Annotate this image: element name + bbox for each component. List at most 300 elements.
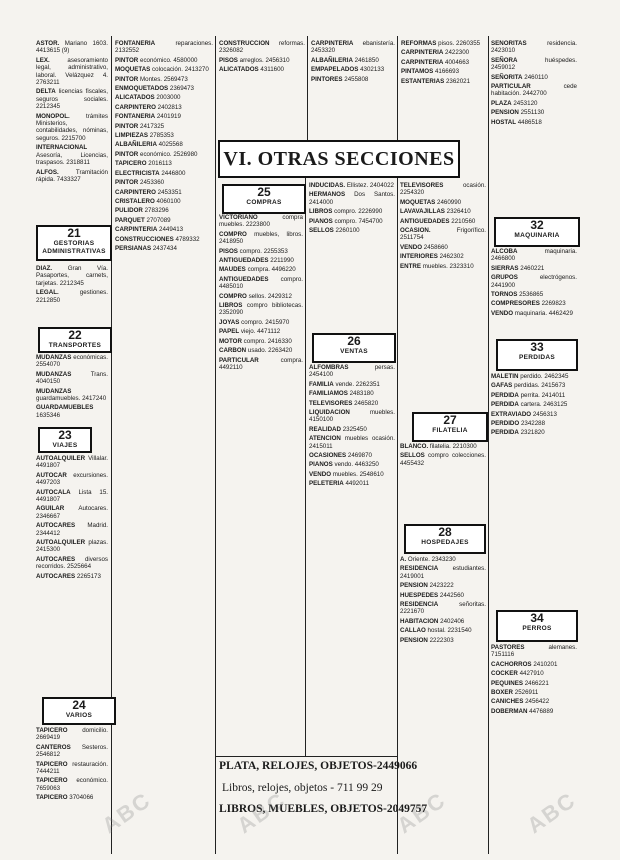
ad-heading: CACHORROS [491,660,532,668]
ad-text: ocasión. 2254320 [400,182,486,197]
ad-heading: SEÑORITA [491,73,523,81]
ad-heading: HUESPEDES [400,591,439,599]
section-header-34: 34 PERROS [496,610,578,642]
ad-text: muebles. 2548610 [332,470,384,478]
ad-heading: LEX. [36,56,50,64]
classified-ad [491,680,577,687]
section-header-24: 24 VARIOS [42,697,116,725]
ad-text: 2269823 [541,300,566,308]
ad-text: 2422300 [445,49,470,57]
ad-text: 2536865 [519,291,544,299]
classified-ad [115,236,213,243]
classified-ad [491,291,577,298]
ad-heading: GUARDAMUEBLES [36,404,94,412]
ad-text: alemanes. 7151116 [491,644,577,659]
ad-heading: CONSTRUCCIONES [115,235,174,243]
classified-ad [400,637,486,644]
ad-text: 2785353 [149,132,174,140]
classified-ad [115,207,213,214]
ad-text: filatelia. 2210300 [429,443,477,450]
classified-ad [36,727,108,742]
classified-ad [36,744,108,759]
classified-ad [36,40,108,55]
ad-text: huéspedes. 2459012 [491,56,577,72]
column-6-maquinaria [491,248,577,336]
ad-heading: PENSION [491,109,519,117]
ad-text: 2325450 [342,425,367,433]
classified-ad [400,263,486,270]
classified-ad [219,266,303,273]
ad-heading: MOTOR [219,337,242,345]
classified-ad [309,191,395,206]
section-header-22: 22 TRANSPORTES [38,327,112,353]
ad-heading: MUDANZAS [36,354,72,361]
ad-heading: PINTOR [115,179,139,187]
ad-heading: ENMOQUETADOS [115,85,169,93]
ad-heading: ALICATADOS [115,94,155,102]
classified-ad [36,539,108,554]
ad-heading: PIANOS [309,461,333,469]
ad-heading: PINTOR [115,75,139,83]
ad-heading: COMPRO [219,230,247,238]
classified-ad [491,74,577,81]
ad-text: reparaciones. 2132552 [115,40,213,55]
classified-ad [491,698,577,705]
column-1-top [36,40,108,220]
classified-ad [219,319,303,326]
ad-heading: ANTIGUEDADES [400,217,450,225]
classified-ad [400,208,486,215]
ad-heading: AGUILAR [36,505,65,513]
ad-text: colocación. 2413270 [152,66,209,74]
ad-text: 2526911 [514,689,539,697]
column-5-filatelia [400,443,486,518]
ad-text: estudiantes. 2419001 [400,565,486,580]
classified-ad [400,218,486,225]
ad-text: 2453120 [513,99,538,107]
ad-text: muebles, libros. 2418950 [219,230,303,246]
ad-heading: PINTOR [115,122,139,130]
ad-heading: VENDO [400,243,423,251]
ad-heading: CANTEROS [36,743,71,751]
ad-heading: HOSTAL [491,118,516,126]
ad-heading: ATENCION [309,435,341,443]
ad-text: asesoramiento legal, administrativo, laboral. Velázquez 4. 2763211 [36,56,108,87]
classified-ad [36,169,108,184]
classified-ad [400,592,486,599]
ad-heading: PARTICULAR [491,83,531,91]
classified-ad [309,471,395,478]
ad-text: plazas. 2415300 [36,539,108,554]
ad-heading: INDUCIDAS. [309,182,346,189]
ad-text: 2462302 [439,253,464,261]
classified-ad [36,57,108,87]
ad-text: 2783296 [144,207,169,215]
ad-heading: OCASION. [400,227,431,235]
ad-text: compro. 2416330 [243,337,292,345]
column-2 [115,40,213,850]
column-1-viajes [36,455,108,693]
classified-ad [219,40,305,55]
column-1-transportes [36,354,108,424]
ad-heading: MUDANZAS [36,387,72,395]
ad-heading: TAPICERO [115,160,147,168]
classified-ad [115,226,213,233]
classified-ad [115,57,213,64]
ad-text: maquinaria. 4462429 [514,309,573,317]
ad-heading: PIANOS [309,217,333,225]
classified-ad [36,794,108,801]
classified-ad [491,708,577,715]
ad-text: 2362021 [445,77,471,85]
ad-heading: PERDIDA [491,401,519,409]
classified-ad [36,777,108,792]
ad-text: económico. 4580000 [140,56,198,64]
ad-heading: PINTAMOS [401,68,434,76]
watermark: ABC [232,786,291,839]
ad-text: 1635346 [36,411,61,419]
classified-ad [115,217,213,224]
classified-ad [219,57,305,64]
classified-ad [115,170,213,177]
classified-ad [309,381,395,388]
ad-text: 2423222 [429,582,454,590]
ad-heading: PEQUINES [491,679,523,687]
ad-heading: A. [400,556,407,563]
ad-heading: PINTOR [115,150,139,158]
ad-heading: HABITACION [400,617,439,625]
column-1-gestorias [36,265,108,320]
ad-heading: PERSIANAS [115,244,152,252]
ad-heading: GAFAS [491,382,513,390]
ad-text: 2456422 [525,698,550,706]
classified-ad [36,404,108,419]
classified-ad [400,199,486,206]
ad-text: compro. 2415970 [241,318,290,326]
ad-text: 2402813 [157,103,182,111]
ad-text: Mariano 1603. 4413615 (9) [36,40,108,55]
ad-text: pisos. 2260355 [438,40,481,47]
ad-text: Oriente. 2343230 [407,556,456,563]
ad-heading: CARPINTERIA [311,40,354,47]
classified-ad [115,160,213,167]
classified-ad [115,40,213,55]
ad-heading: GRUPOS [491,274,518,282]
ad-text: compro. 2255353 [239,247,288,255]
section-header-27: 27 FILATELIA [412,412,488,442]
classified-ad [401,78,486,85]
ad-text: muebles. 4150100 [309,409,395,424]
classified-ad [219,231,303,246]
ad-heading: FAMILIA [309,380,334,388]
ad-text: vende. 2262351 [335,380,380,388]
section-header-21: 21 GESTORIAS ADMINISTRATIVAS [36,225,112,261]
column-5-top [401,40,486,132]
ad-heading: PLAZA [491,99,512,107]
ad-text: 4166693 [434,68,460,76]
classified-ad [115,76,213,83]
ad-heading: DELTA [36,88,56,96]
classified-ad [219,214,303,229]
classified-ad [491,411,577,418]
ad-heading: ALBAÑILERIA [311,56,353,64]
classified-ad [491,310,577,317]
classified-ad [491,420,577,427]
ad-text: Villalar. 4491807 [36,455,108,470]
classified-ad [400,601,486,616]
ad-text: vendo. 4463250 [334,461,379,469]
ad-heading: JOYAS [219,318,240,326]
classified-ad [400,627,486,634]
classified-ad [401,49,486,56]
ad-text: Trans. 4040150 [36,370,108,386]
ad-heading: SEÑORITAS [491,40,527,47]
ad-text: Madrid. 2344412 [36,522,108,537]
ad-text: 2707089 [146,216,171,224]
classified-ad [400,182,486,197]
ad-heading: PISOS [219,247,238,255]
ad-text: 4789332 [175,235,200,243]
classified-ad [491,670,577,677]
column-rule [305,178,306,756]
ad-heading: AUTOCARES [36,555,76,563]
ad-heading: MOQUETAS [115,66,151,74]
ad-text: 2016113 [148,160,172,168]
ad-text: arreglos. 2456310 [239,56,290,64]
classified-ad [115,123,213,130]
ad-text: compra muebles. 2223800 [219,214,303,229]
column-rule [215,36,216,854]
classified-ad [36,88,108,110]
classified-ad [491,83,577,98]
ad-heading: VICTORIANO [219,214,258,221]
column-3-top [219,40,305,132]
classified-ad [115,245,213,252]
classified-ad [115,104,213,111]
classified-ad [115,151,213,158]
classified-ad [491,109,577,116]
ad-heading: INTERIORES [400,253,438,261]
column-4-compras [309,182,395,327]
ad-heading: COMPRESORES [491,300,540,308]
classified-ad [115,94,213,101]
ad-text: 2222303 [429,636,454,644]
classified-ad [115,132,213,139]
ad-text: económico. 7659063 [36,777,108,792]
classified-ad [309,218,395,225]
section-header-26: 26 VENTAS [312,333,396,363]
classified-ad [115,179,213,186]
ad-text: gestiones. 2212850 [36,289,108,304]
ad-heading: ALFOS. [36,168,59,176]
classified-ad [115,141,213,148]
classified-ad [491,57,577,72]
ad-text: 2453360 [140,179,165,187]
ad-text: 2446800 [161,169,186,177]
ad-heading: CONSTRUCCION [219,40,270,47]
ad-heading: ANTIGUEDADES [219,257,269,265]
column-6-perdidas [491,373,577,603]
column-6-top [491,40,577,215]
watermark: ABC [522,786,581,839]
ad-text: cede habitación. 2442700 [491,83,577,98]
ad-heading: SIERRAS [491,264,519,272]
ad-heading: FONTANERIA [115,113,156,121]
classified-ad [309,409,395,424]
ad-text: 2465820 [354,399,379,407]
ad-text: domicilio. 2669419 [36,727,108,742]
ad-text: 2483180 [349,390,374,398]
column-4-ventas [309,364,395,749]
ad-text: compra. 4492110 [219,356,303,371]
classified-ad [309,426,395,433]
ad-heading: PENSION [400,636,428,644]
ad-text: reformas. 2326082 [219,40,305,55]
ad-heading: ALBAÑILERIA [115,141,157,149]
column-rule [488,36,489,854]
ad-text: Tramitación rápida. 7433327 [36,168,108,183]
ad-text: 4311600 [260,66,285,74]
section-header-32: 32 MAQUINARIA [494,217,580,247]
ad-text: compro. 4485010 [219,275,303,291]
ad-heading: ELECTRICISTA [115,169,160,177]
section-header-25: 25 COMPRAS [222,184,306,214]
classified-ad [491,119,577,126]
classified-ad [491,382,577,389]
classified-ad [491,300,577,307]
classified-ad [36,265,108,287]
ad-heading: LIMPIEZAS [115,132,149,140]
classified-ad [115,113,213,120]
column-4-top [311,40,395,132]
classified-ad [36,371,108,386]
ad-text: 2211990 [270,257,294,265]
classified-ad [400,244,486,251]
ad-heading: CARPINTERIA [401,58,444,66]
classified-ad [309,227,395,234]
ad-heading: OCASIONES [309,452,347,460]
ad-heading: PELETERIA [309,480,344,488]
ad-heading: REFORMAS [401,40,437,47]
ad-text: Montes. 2569473 [140,75,188,83]
ad-text: Ellistez. 2404022 [346,182,394,189]
ad-text: 4492011 [345,480,370,488]
ad-heading: ALICATADOS [219,66,259,74]
classified-ad [309,208,395,215]
ad-heading: COMPRO [219,292,247,300]
ad-text: 2265173 [76,572,101,580]
classified-ad [491,661,577,668]
classified-ad [309,182,395,189]
ad-text: Frigorífico. 2511754 [400,227,486,242]
ad-text: trámites Ministerios, contabilidades, nóminas, seguros. 2215700 [36,112,108,142]
ad-heading: CARPINTERO [115,103,156,111]
ad-text: muebles. 2323310 [422,262,474,270]
ad-text: persas. 2454100 [309,364,395,379]
ad-heading: PERDIDA [491,429,519,437]
ad-text: señoritas. 2221670 [400,601,486,616]
ad-heading: REALIDAD [309,425,341,433]
ad-text: 2210560 [451,217,476,225]
ad-heading: MUDANZAS [36,370,72,378]
ad-heading: TAPICERO [36,777,68,785]
ad-text: maquinaria. 2466800 [491,248,577,263]
ad-text: 2417325 [140,122,165,130]
ad-heading: TORNOS [491,291,518,299]
ad-text: 2469870 [347,452,372,460]
ad-heading: ENTRE [400,262,421,270]
section-header-23: 23 VIAJES [38,427,92,453]
ad-heading: LIBROS [219,302,243,310]
column-5-ventas [400,182,486,407]
section-banner [218,140,460,178]
ad-text: Gran Vía. Pasaportes, carnets, tarjetas. 2212345 [36,265,108,287]
ad-heading: EXTRAVIADO [491,410,532,418]
ad-heading: CARBON [219,347,247,355]
ad-heading: FAMILIAMOS [309,390,348,398]
ad-text: 2460990 [437,198,462,206]
ad-text: perdido. 2462345 [520,373,569,380]
ad-heading: DOBERMAN [491,707,528,715]
classified-ad [219,248,303,255]
ad-heading: PINTORES [311,75,343,83]
ad-text: Sesteros. 2546812 [36,743,108,759]
classified-ad [491,265,577,272]
ad-heading: PAPEL [219,328,240,336]
ad-heading: PARTICULAR [219,356,259,364]
ad-text: ebanistería. 2453320 [311,40,395,55]
ad-heading: ASTOR. [36,40,60,47]
classified-ad [309,435,395,450]
classified-ad [36,113,108,143]
ad-heading: BOXER [491,689,514,697]
classified-ad [219,66,305,73]
classified-ad [36,289,108,304]
ad-text: 2460110 [524,73,548,81]
ad-heading: RESIDENCIA [400,565,439,573]
classified-ad [491,644,577,659]
ad-text: electrógenos. 2441900 [491,274,577,289]
ad-heading: FONTANERIA [115,40,156,47]
classified-ad [311,66,395,73]
ad-text: 2401919 [156,113,181,121]
ad-heading: MONOPOL. [36,112,70,120]
ad-text: 4004663 [445,58,470,66]
ad-text: compro colecciones. 4455432 [400,452,486,467]
watermark: ABC [392,786,451,839]
ad-text: 2410201 [533,660,558,668]
classified-ad [401,59,486,66]
ad-text: 2466221 [524,679,549,687]
ad-text: 4025568 [158,141,183,149]
classified-ad [115,66,213,73]
classified-ad [36,455,108,470]
classified-ad [36,144,108,166]
classified-ad [36,522,108,537]
classified-ad [115,198,213,205]
ad-heading: HERMANOS [309,191,346,199]
ad-heading: LIQUIDACION [309,409,350,417]
classified-ad [400,618,486,625]
ad-heading: CARPINTERO [115,188,156,196]
ad-heading: TAPICERO [36,760,68,768]
ad-text: compra. 4496220 [247,266,296,274]
classified-ad [115,189,213,196]
ad-text: excursiones. 4497203 [36,471,108,487]
ad-text: 2456313 [532,410,557,418]
ad-heading: ESTANTERIAS [401,77,445,85]
ad-heading: DIAZ. [36,265,53,272]
